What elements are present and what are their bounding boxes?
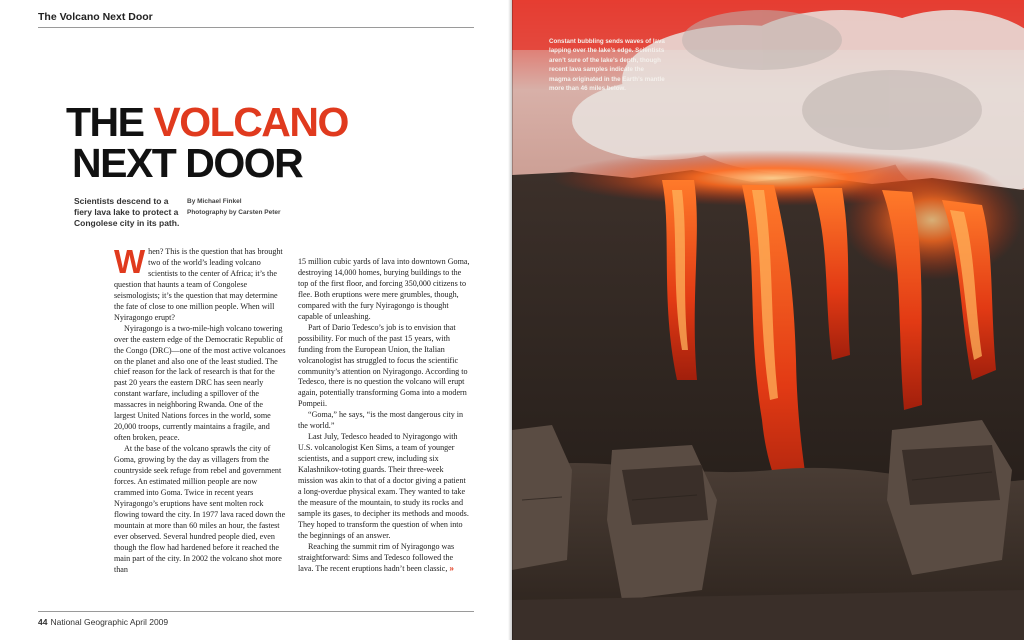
body-column-1 xyxy=(114,243,286,576)
byline-author: By Michael Finkel xyxy=(187,198,242,205)
gutter-shadow xyxy=(508,0,513,640)
body-paragraph: When? This is the question that has brought two of the world’s leading volcano scientists to the center of Africa; it’s the question that haunts a team of Congolese seismologists; it’s the question that may determine the fate of close to one million people. When will Nyiragongo erupt? xyxy=(114,243,283,322)
title-line-next-door: NEXT DOOR xyxy=(72,140,303,186)
folio xyxy=(38,617,168,627)
magazine-issue: National Geographic April 2009 xyxy=(50,617,169,627)
top-rule xyxy=(38,27,474,28)
drop-cap: W xyxy=(114,243,146,280)
body-paragraph: At the base of the volcano sprawls the city of Goma, growing by the day as villagers from the countryside seek refuge from rebel and government forces. An estimated million people are now crammed into Goma. Twice in recent years Nyiragongo’s eruptions have sent molten rock flowing toward the city. In 1977 lava raced down the mountain at more than 60 miles an hour, the fastest ever observed. Several hundred people died, even though the flow had hardened before it reached the main part of the city. In 2002 the volcano shot more than xyxy=(114,444,286,574)
continue-arrow-icon: » xyxy=(449,563,454,573)
byline-photographer: Photography by Carsten Peter xyxy=(187,209,281,216)
photo-caption: Constant bubbling sends waves of lava lapping over the lake’s edge. Scientists aren’t sure of the lake’s depth, though recent lava samples indicate the magma originated in the Earth’s mantle more than 46 miles below. xyxy=(549,38,665,93)
page-number: 44 xyxy=(38,617,48,627)
running-head: The Volcano Next Door xyxy=(38,11,153,23)
body-column-2 xyxy=(298,257,470,575)
byline xyxy=(187,196,307,218)
article-title xyxy=(66,99,348,186)
body-paragraph: 15 million cubic yards of lava into downtown Goma, destroying 14,000 homes, burying buildings to the top of the first floor, and forcing 350,000 citizens to flee. Both eruptions were mere grumbles, though, compared with the fury Nyiragongo is thought capable of unleashing. xyxy=(298,257,470,321)
title-word-the: THE xyxy=(66,99,144,145)
title-word-volcano: VOLCANO xyxy=(153,99,348,145)
body-paragraph: Last July, Tedesco headed to Nyiragongo with U.S. volcanologist Ken Sims, a team of younger scientists, and a support crew, including six Kalashnikov-toting guards. Their three-week mission was akin to that of a doctor giving a patient a long-overdue physical exam. They wanted to take the measure of the mountain, to study its rocks and sample its gases, to decipher its methods and moods. They hoped to transform the question of when into the beginnings of an answer. xyxy=(298,432,469,540)
right-page xyxy=(512,0,1024,640)
body-paragraph: Nyiragongo is a two-mile-high volcano towering over the eastern edge of the Democratic Republic of the Congo (DRC)—one of the most active volcanoes on the planet and also one of the least studied. The chief reason for the lack of research is that for the past 20 years the eastern DRC has seen nearly constant warfare, including a spillover of the massacres in neighboring Rwanda. One of the largest United Nations forces in the world, some 20,000 troops, currently maintains a fragile, and often broken, peace. xyxy=(114,323,286,443)
bottom-rule xyxy=(38,611,474,612)
body-paragraph: “Goma,” he says, “is the most dangerous city in the world.” xyxy=(298,410,464,431)
body-paragraph: Reaching the summit rim of Nyiragongo was straightforward: Sims and Tedesco followed the lava. The recent eruptions hadn’t been classic, » xyxy=(298,541,455,573)
body-paragraph: Part of Dario Tedesco’s job is to envision that possibility. For much of the past 15 years, with funding from the European Union, the Italian volcanologist has struggled to focus the scientific community’s attention on Nyiragongo. According to Tedesco, there is no question the volcano will erupt again, potentially transforming Goma into a modern Pompeii. xyxy=(298,322,468,409)
lava-lake-photo xyxy=(512,0,1024,640)
article-dek: Scientists descend to a fiery lava lake to protect a Congolese city in its path. xyxy=(74,196,180,228)
